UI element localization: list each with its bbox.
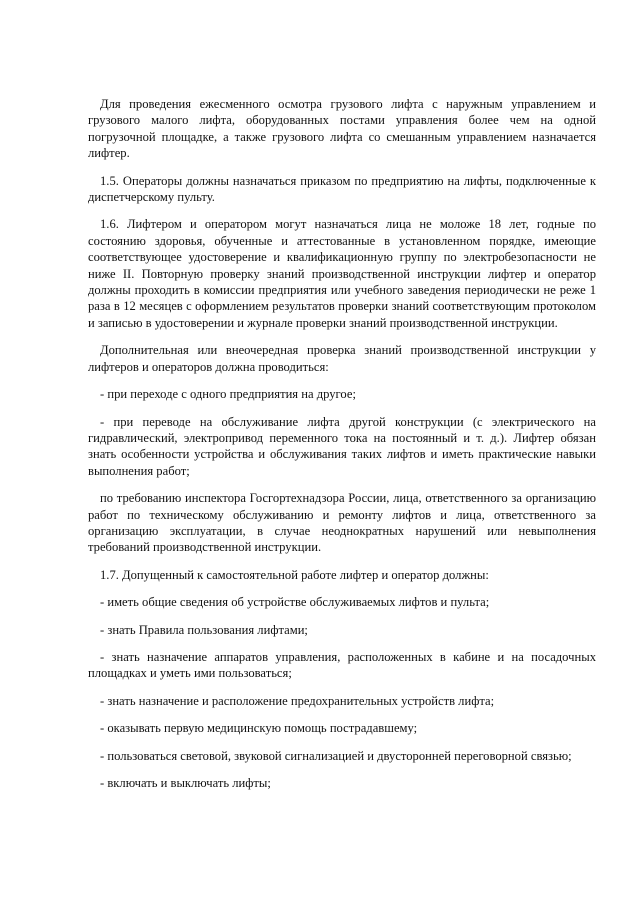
paragraph-liftman-assignment: Для проведения ежесменного осмотра грузового лифта с наружным управлением и грузового малого лифта, оборудованных постами управления более чем на одной погрузочной площадке, а также грузового лифта со смешанным управлением назначается лифтер. [88, 97, 596, 161]
paragraph-1-5-operators: 1.5. Операторы должны назначаться приказом по предприятию на лифты, подключенные к диспетчерскому пульту. [88, 173, 596, 205]
list-item-general-info: - иметь общие сведения об устройстве обслуживаемых лифтов и пульта; [100, 595, 490, 610]
list-item-safety-devices: - знать назначение и расположение предохранительных устройств лифта; [100, 693, 495, 708]
document-page [88, 96, 596, 802]
list-item-inspector-request: по требованию инспектора Госгортехнадзора России, лица, ответственного за организацию работ по техническому обслуживанию и ремонту лифтов и лица, ответственного за организацию эксплуатации, в случае неоднократных нарушений или невыполнения требований производственной инструкции. [88, 491, 596, 555]
list-item-transfer: - при переходе с одного предприятия на другое; [100, 387, 356, 402]
paragraph-1-7-duties: 1.7. Допущенный к самостоятельной работе лифтер и оператор должны: [100, 567, 489, 582]
list-item-signaling: - пользоваться световой, звуковой сигнализацией и двусторонней переговорной связью; [100, 748, 572, 763]
list-item-first-aid: - оказывать первую медицинскую помощь пострадавшему; [100, 721, 418, 736]
list-item-switch-lifts: - включать и выключать лифты; [100, 776, 271, 790]
list-item-rules: - знать Правила пользования лифтами; [100, 622, 308, 637]
paragraph-additional-check: Дополнительная или внеочередная проверка знаний производственной инструкции у лифтеров и операторов должна проводиться: [88, 343, 596, 374]
paragraph-1-6-requirements: 1.6. Лифтером и оператором могут назначаться лица не моложе 18 лет, годные по состоянию здоровья, обученные и аттестованные в установленном порядке, имеющие соответствующее удостоверение и квалификационную группу по электробезопасности не ниже II. Повторную проверку знаний производственной инструкции лифтер и оператор должны проходить в комиссии предприятия или учебного заведения периодически не реже 1 раза в 12 месяцев с оформлением результатов проверки знаний соответствующим протоколом и записью в удостоверении и журнале проверки знаний производственной инструкции. [88, 217, 596, 330]
list-item-control-devices: - знать назначение аппаратов управления, расположенных в кабине и на посадочных площадках и уметь ими пользоваться; [88, 649, 596, 681]
list-item-other-design: - при переводе на обслуживание лифта другой конструкции (с электрического на гидравлический, электропривод переменного тока на постоянный и т. д.). Лифтер обязан знать особенности устройства и обслуживания таких лифтов и иметь практические навыки выполнения работ; [88, 414, 596, 478]
